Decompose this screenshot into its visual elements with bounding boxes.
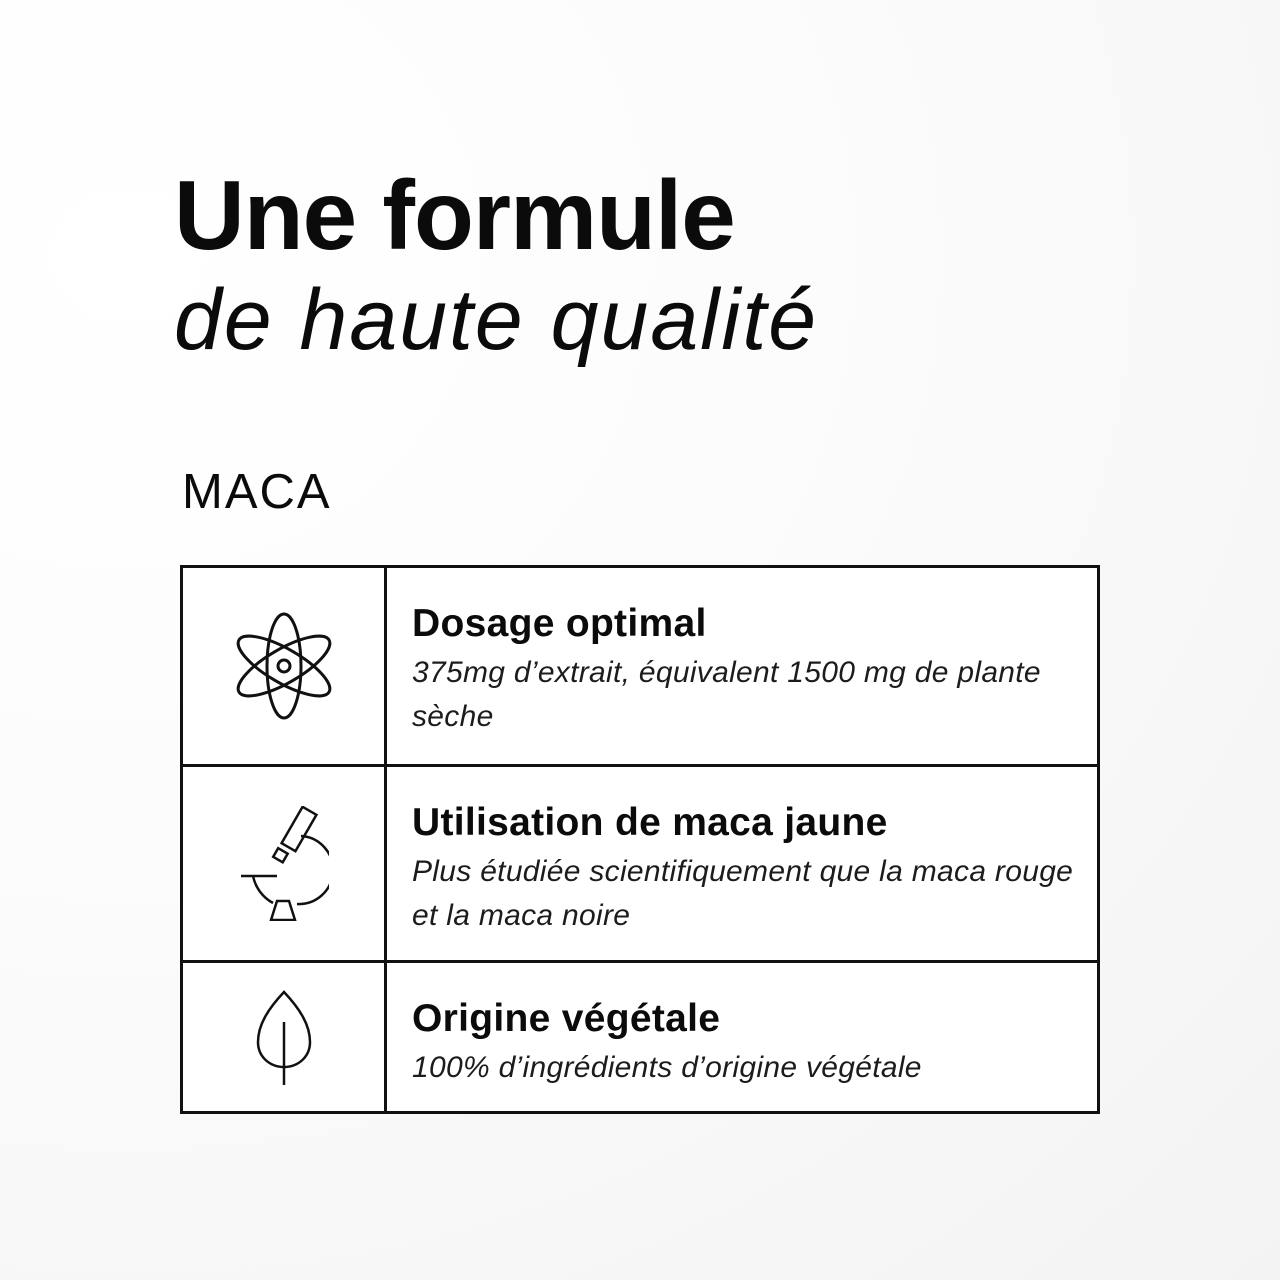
feature-row — [182, 962, 1099, 1113]
leaf-icon — [183, 987, 384, 1087]
page-title: Une formule — [174, 160, 735, 270]
feature-text-cell — [386, 567, 1099, 766]
feature-description: 375mg d’extrait, équivalent 1500 mg de plante sèche — [412, 656, 1041, 733]
feature-description: Plus étudiée scientifiquement que la maca rouge et la maca noire — [412, 855, 1074, 932]
feature-icon-cell — [182, 962, 386, 1113]
microscope-icon — [183, 806, 384, 921]
feature-description: 100% d’ingrédients d’origine végétale — [412, 1051, 922, 1084]
feature-table — [180, 565, 1100, 1114]
feature-row — [182, 766, 1099, 962]
feature-title: Dosage optimal — [412, 602, 707, 645]
feature-title: Origine végétale — [412, 997, 721, 1040]
feature-row — [182, 567, 1099, 766]
atom-icon — [183, 606, 384, 726]
feature-icon-cell — [182, 766, 386, 962]
product-name: MACA — [182, 465, 332, 519]
feature-text-cell — [386, 766, 1099, 962]
page-subtitle: de haute qualité — [174, 272, 819, 368]
feature-title: Utilisation de maca jaune — [412, 801, 888, 844]
feature-icon-cell — [182, 567, 386, 766]
feature-text-cell — [386, 962, 1099, 1113]
